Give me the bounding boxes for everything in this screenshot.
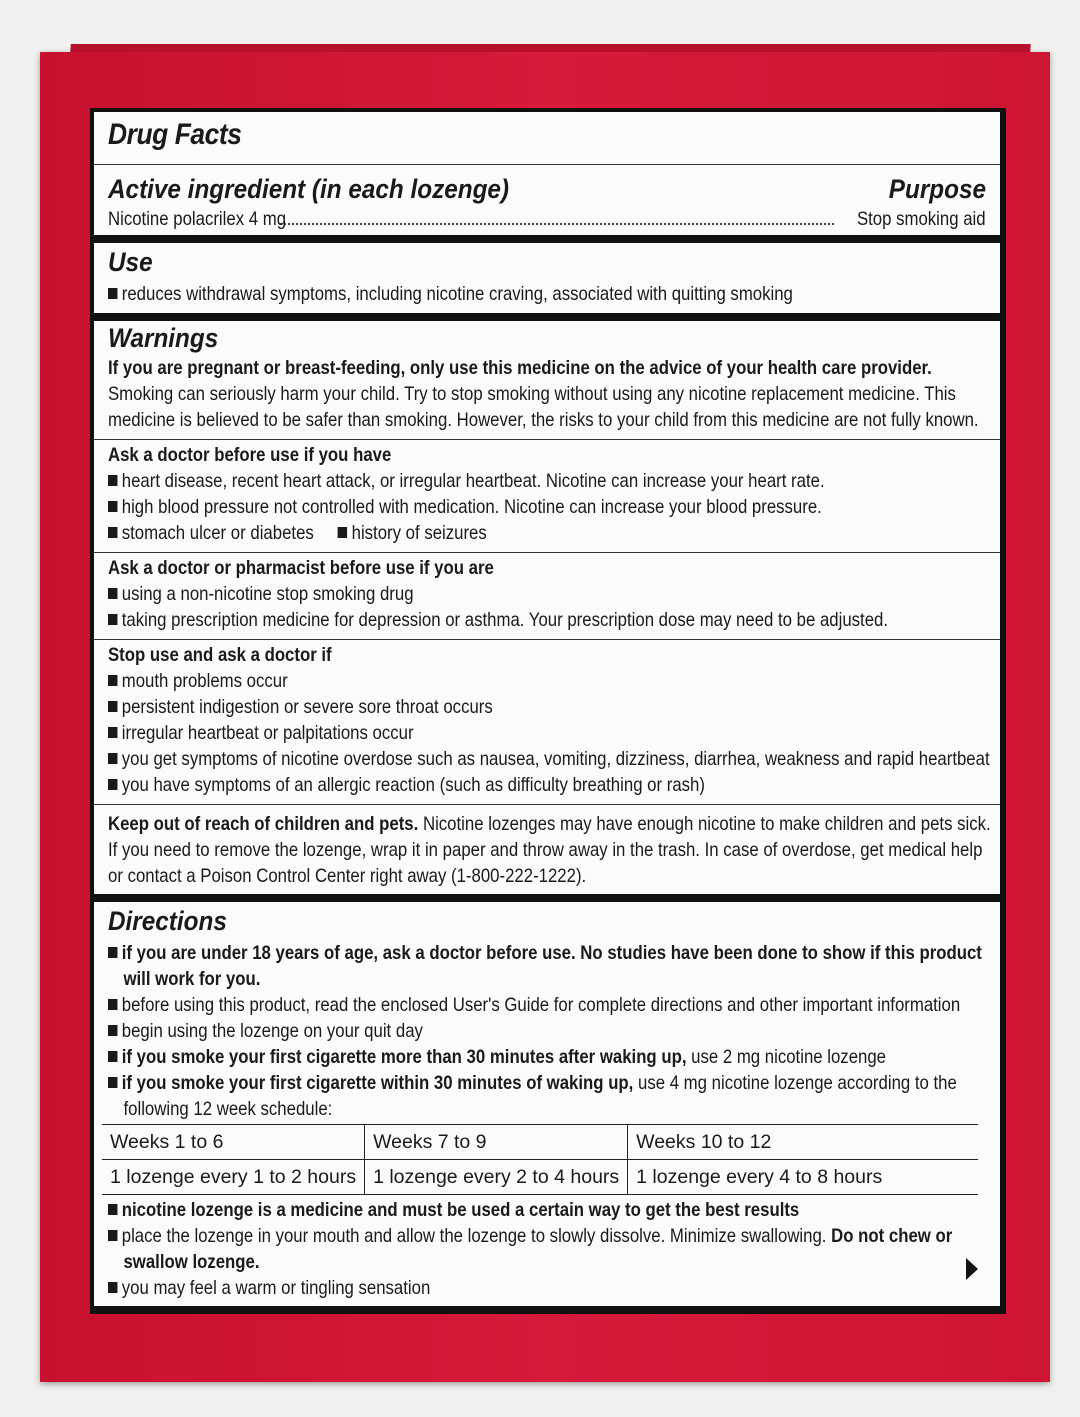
list-item: if you smoke your first cigarette within 30 minutes of waking up, use 4 mg nicotine lozenge according to the: [108, 1070, 863, 1096]
pregnant-text-1: Smoking can seriously harm your child. Try to stop smoking without using any nicotine replacement medicine. This: [108, 383, 956, 405]
list-item: mouth problems occur: [108, 668, 863, 694]
pregnant-text-2: medicine is believed to be safer than smoking. However, the risks to your child from this medicine are not fully known.: [108, 409, 979, 431]
dosing-schedule-table: [102, 1124, 978, 1195]
warnings-heading: Warnings: [108, 323, 219, 353]
list-item: if you smoke your first cigarette more than 30 minutes after waking up, use 2 mg nicotine lozenge: [108, 1044, 863, 1070]
square-bullet-icon: [108, 1051, 117, 1062]
list-item: you get symptoms of nicotine overdose such as nausea, vomiting, dizziness, diarrhea, weakness and rapid heartbeat: [108, 746, 863, 772]
list-item: persistent indigestion or severe sore throat occurs: [108, 694, 863, 720]
square-bullet-icon: [108, 947, 117, 958]
table-header-cell: Weeks 7 to 9: [365, 1125, 628, 1160]
list-item: using a non-nicotine stop smoking drug: [108, 581, 863, 607]
square-bullet-icon: [108, 727, 117, 738]
list-item: before using this product, read the enclosed User's Guide for complete directions and other important information: [108, 992, 863, 1018]
list-item-continued: following 12 week schedule:: [123, 1098, 333, 1120]
drug-facts-panel: [90, 108, 1006, 1314]
list-item: heart disease, recent heart attack, or irregular heartbeat. Nicotine can increase your heart rate.: [108, 468, 863, 494]
square-bullet-icon: [108, 1230, 117, 1241]
directions-section: [94, 902, 1000, 1306]
square-bullet-icon: [108, 501, 117, 512]
square-bullet-icon: [108, 475, 117, 486]
square-bullet-icon: [108, 779, 117, 790]
square-bullet-icon: [108, 1077, 117, 1088]
purpose-heading: Purpose: [888, 174, 986, 204]
square-bullet-icon: [108, 288, 117, 299]
square-bullet-icon: [108, 1025, 117, 1036]
keep-out-text-3: or contact a Poison Control Center right away (1-800-222-1222).: [108, 865, 587, 887]
table-cell: 1 lozenge every 2 to 4 hours: [365, 1160, 628, 1195]
list-item: if you are under 18 years of age, ask a doctor before use. No studies have been done to show if this product: [108, 940, 863, 966]
square-bullet-icon: [108, 701, 117, 712]
warnings-section: [94, 321, 1000, 894]
table-row: [102, 1160, 978, 1195]
table-header-cell: Weeks 1 to 6: [102, 1125, 365, 1160]
dot-leader: [280, 223, 834, 225]
list-item: you may feel a warm or tingling sensation: [108, 1275, 863, 1301]
table-cell: 1 lozenge every 1 to 2 hours: [102, 1160, 365, 1195]
directions-heading: Directions: [108, 906, 227, 936]
list-item-continued: swallow lozenge.: [123, 1251, 260, 1273]
square-bullet-icon: [108, 753, 117, 764]
use-item: reduces withdrawal symptoms, including nicotine craving, associated with quitting smoking: [108, 281, 863, 307]
list-item: stomach ulcer or diabetes history of seizures: [108, 520, 863, 546]
list-item: nicotine lozenge is a medicine and must be used a certain way to get the best results: [108, 1197, 863, 1223]
square-bullet-icon: [108, 1282, 117, 1293]
list-item: taking prescription medicine for depression or asthma. Your prescription dose may need to be adjusted.: [108, 607, 863, 633]
use-heading: Use: [108, 247, 153, 277]
table-header-cell: Weeks 10 to 12: [628, 1125, 978, 1160]
square-bullet-icon: [108, 527, 117, 538]
square-bullet-icon: [108, 675, 117, 686]
active-ingredient-section: [94, 112, 1000, 235]
ingredient-name: Nicotine polacrilex 4 mg: [108, 208, 287, 230]
ask-pharmacist-heading: Ask a doctor or pharmacist before use if you are: [108, 557, 494, 579]
list-item: begin using the lozenge on your quit day: [108, 1018, 863, 1044]
square-bullet-icon: [108, 614, 117, 625]
table-cell: 1 lozenge every 4 to 8 hours: [628, 1160, 978, 1195]
table-row: [102, 1125, 978, 1160]
square-bullet-icon: [108, 999, 117, 1010]
list-item-continued: will work for you.: [123, 968, 261, 990]
square-bullet-icon: [108, 1204, 117, 1215]
square-bullet-icon: [338, 527, 347, 538]
square-bullet-icon: [108, 588, 117, 599]
keep-out-text-1: Keep out of reach of children and pets. Nicotine lozenges may have enough nicotine to make children and pets sick.: [108, 813, 991, 835]
purpose-value: Stop smoking aid: [857, 208, 986, 230]
list-item: high blood pressure not controlled with medication. Nicotine can increase your blood pressure.: [108, 494, 863, 520]
pregnant-warning: If you are pregnant or breast-feeding, only use this medicine on the advice of your health care provider.: [108, 357, 932, 379]
stop-use-heading: Stop use and ask a doctor if: [108, 644, 332, 666]
drug-facts-title: Drug Facts: [108, 118, 242, 151]
list-item: irregular heartbeat or palpitations occur: [108, 720, 863, 746]
keep-out-text-2: If you need to remove the lozenge, wrap it in paper and throw away in the trash. In case of overdose, get medical help: [108, 839, 983, 861]
list-item: place the lozenge in your mouth and allow the lozenge to slowly dissolve. Minimize swallowing. Do not chew or: [108, 1223, 863, 1249]
list-item: you have symptoms of an allergic reaction (such as difficulty breathing or rash): [108, 772, 863, 798]
active-ingredient-heading: Active ingredient (in each lozenge): [108, 174, 510, 204]
arrow-right-icon: [966, 1258, 978, 1280]
use-section: [94, 243, 1000, 313]
ask-doctor-heading: Ask a doctor before use if you have: [108, 444, 392, 466]
